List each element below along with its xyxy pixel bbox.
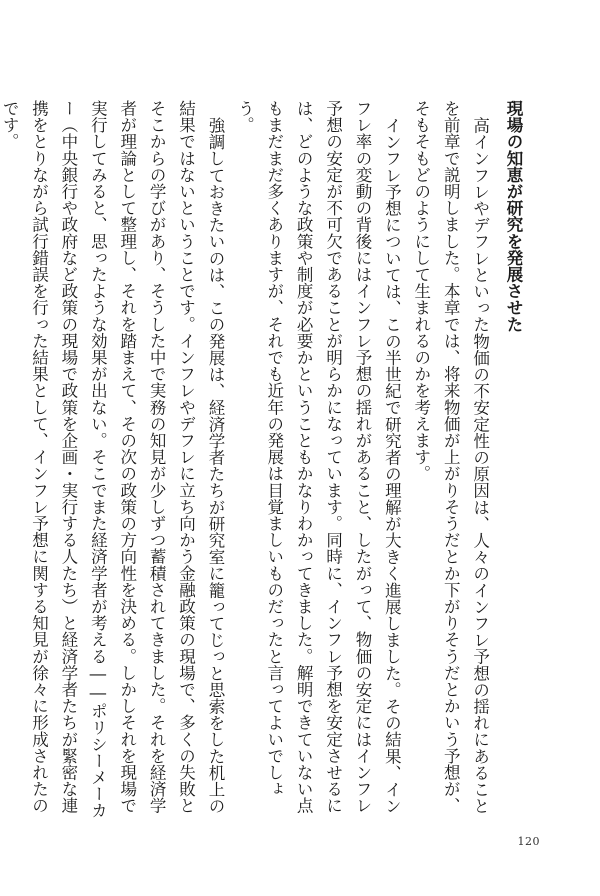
vertical-text-block — [0, 100, 528, 822]
paragraph: 高インフレやデフレといった物価の不安定性の原因は、人々のインフレ予想の揺れにあることを前章で説明しました。本章では、将来物価が上がりそうだとか下がりそうだとかいう予想が、そもそもどのようにして生まれるのかを考えます。 — [411, 100, 490, 814]
paragraph: 強調しておきたいのは、この発展は、経済学者たちが研究室に籠ってじっと思索をした机上の結果ではないということです。インフレやデフレに立ち向かう金融政策の現場で、多くの失敗とそこからの学びがあり、そうした中で実務の知見が少しずつ蓄積されてきました。それを経済学者が理論として整理し、それを踏まえて、その次の政策の方向性を決める。しかしそれを現場で実行してみると、思ったような効果が出ない。そこでまた経済学者が考える――ポリシーメーカー（中央銀行や政府など政策の現場で政策を企画・実行する人たち）と経済学者たちが緊密な連携をとりながら試行錯誤を行った結果として、インフレ予想に関する知見が徐々に形成されたのです。 — [0, 100, 225, 819]
page-number: 120 — [517, 835, 540, 848]
paragraph: インフレ予想については、この半世紀で研究者の理解が大きく進展しました。その結果、インフレ率の変動の背後にはインフレ予想の揺れがあること、したがって、物価の安定にはインフレ予想の安定が不可欠であることが明らかになっています。同時に、インフレ予想を安定させるには、どのような政策や制度が必要かということもかなりわかってきました。解明できていない点もまだまだ多くありますが、それでも近年の発展は目覚ましいものだったと言ってよいでしょう。 — [235, 100, 402, 814]
section-heading: 現場の知恵が研究を発展させた — [504, 100, 523, 333]
